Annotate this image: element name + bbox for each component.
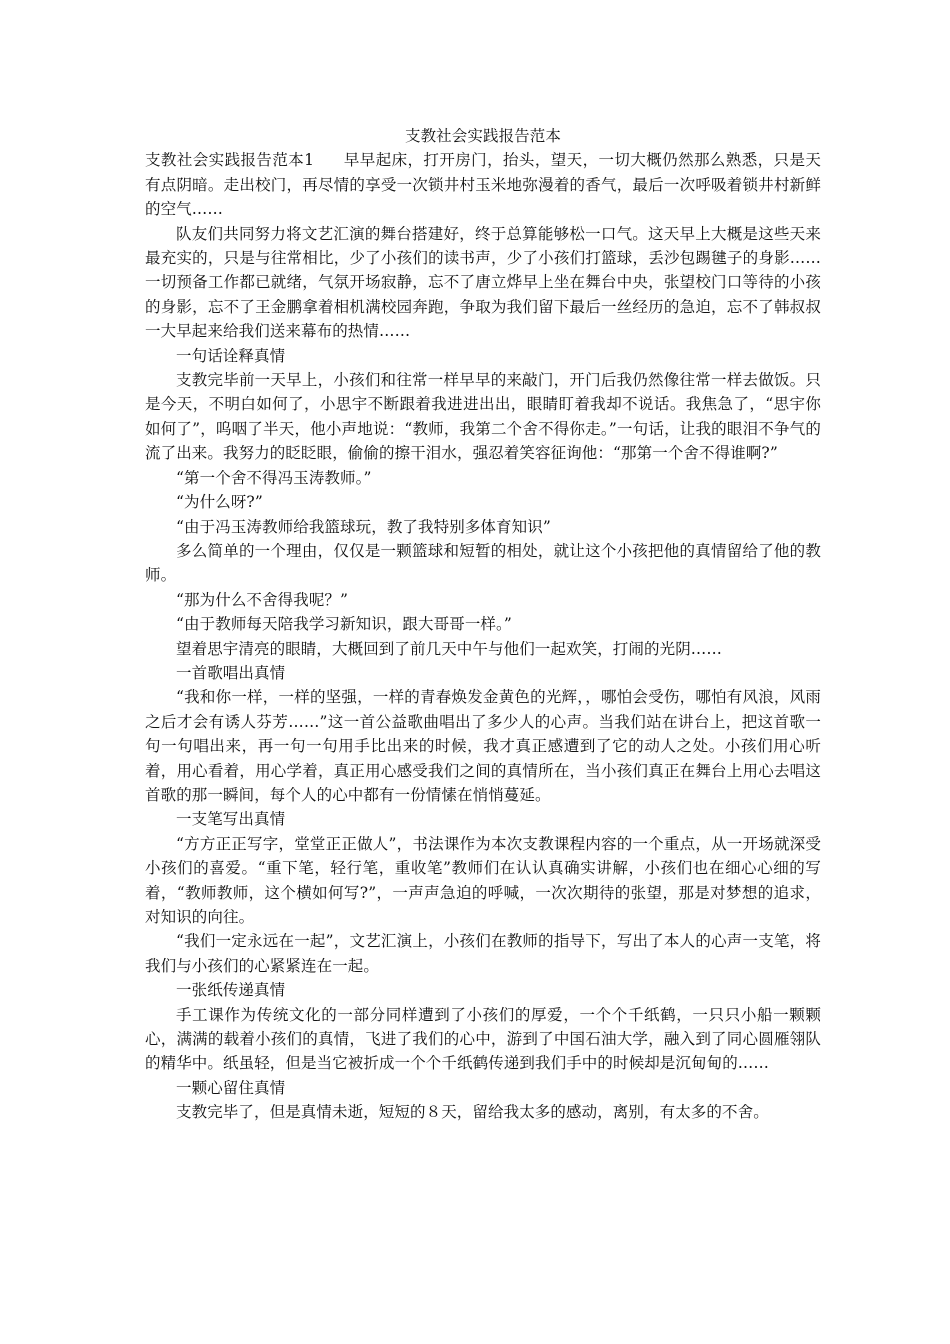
paragraph-6: “由于冯玉涛教师给我篮球玩，教了我特别多体育知识” xyxy=(176,517,551,536)
document-title: 支教社会实践报告范本 xyxy=(404,127,561,145)
paragraph-15: 支教完毕了，但是真情未逝，短短的８天，留给我太多的感动，离别，有太多的不舍。 xyxy=(176,1103,769,1122)
paragraph-5: “为什么呀?” xyxy=(176,493,263,512)
paragraph-2: 队友们共同努力将文艺汇演的舞台搭建好，终于总算能够松一口气。这天早上大概是这些天来最充实的，只是与往常相比，少了小孩们的读书声，少了小孩们打篮球，丢沙包踢毽子的身影……一切预备工作都已就绪，气氛开场寂静，忘不了唐立烨早上坐在舞台中央，张望校门口等待的小孩的身影，忘不了王金鹏拿着相机满校园奔跑，争取为我们留下最后一丝经历的急迫，忘不了韩叔叔一大早起来给我们送来幕布的热情…… xyxy=(145,224,821,341)
paragraph-12: “方方正正写字，堂堂正正做人”，书法课作为本次支教课程内容的一个重点，从一开场就深受小孩们的喜爱。“重下笔，轻行笔，重收笔”教师们在认认真确实讲解，小孩们也在细心心细的写着，“教师教师，这个横如何写?”，一声声急迫的呼喊，一次次期待的张望，那是对梦想的追求，对知识的向往。 xyxy=(145,834,821,926)
paragraph-13: “我们一定永远在一起”，文艺汇演上，小孩们在教师的指导下，写出了本人的心声一支笔，将我们与小孩们的心紧紧连在一起。 xyxy=(145,932,821,975)
paragraph-14: 手工课作为传统文化的一部分同样遭到了小孩们的厚爱，一个个千纸鹤，一只只小船一颗颗心，满满的载着小孩们的真情，飞进了我们的心中，游到了中国石油大学，融入到了同心圆雁翎队的精华中。纸虽轻，但是当它被折成一个个千纸鹤传递到我们手中的时候却是沉甸甸的…… xyxy=(145,1005,821,1073)
paragraph-9: “由于教师每天陪我学习新知识，跟大哥哥一样。” xyxy=(176,615,512,634)
section-heading-3: 一支笔写出真情 xyxy=(176,810,286,829)
paragraph-11: “我和你一样，一样的坚强，一样的青春焕发金黄色的光辉，，哪怕会受伤，哪怕有风浪，风雨之后才会有诱人芬芳……”这一首公益歌曲唱出了多少人的心声。当我们站在讲台上，把这首歌一句一句唱出来，再一句一句用手比出来的时候，我才真正感遭到了它的动人之处。小孩们用心听着，用心看着，用心学着，真正用心感受我们之间的真情所在，当小孩们真正在舞台上用心去唱这首歌的那一瞬间，每个人的心中都有一份情愫在悄悄蔓延。 xyxy=(145,688,821,804)
intro-lead: 支教社会实践报告范本1 xyxy=(145,151,315,170)
section-heading-4: 一张纸传递真情 xyxy=(176,981,286,1000)
paragraph-10: 望着思宇清亮的眼睛，大概回到了前几天中午与他们一起欢笑，打闹的光阴…… xyxy=(176,639,723,658)
intro-text: 早早起床，打开房门，抬头，望天，一切大概仍然那么熟悉，只是天有点阴暗。走出校门，再尽情的享受一次锁井村玉米地弥漫着的香气，最后一次呼吸着锁井村新鲜的空气…… xyxy=(145,151,821,219)
paragraph-8: “那为什么不舍得我呢？” xyxy=(176,590,349,609)
section-heading-1: 一句话诠释真情 xyxy=(176,346,286,365)
intro-paragraph xyxy=(145,148,821,221)
section-heading-2: 一首歌唱出真情 xyxy=(176,663,286,682)
paragraph-4: “第一个舍不得冯玉涛教师。” xyxy=(176,468,372,487)
paragraph-3: 支教完毕前一天早上，小孩们和往常一样早早的来敲门，开门后我仍然像往常一样去做饭。只是今天，不明白如何了，小思宇不断跟着我进进出出，眼睛盯着我却不说话。我焦急了，“思宇你如何了”，呜咽了半天，他小声地说：“教师，我第二个舍不得你走。”一句话，让我的眼泪不争气的流了出来。我努力的眨眨眼，偷偷的擦干泪水，强忍着笑容征询他：“那第一个舍不得谁啊?” xyxy=(145,371,821,463)
document-body xyxy=(145,124,821,1125)
paragraph-7: 多么简单的一个理由，仅仅是一颗篮球和短暂的相处，就让这个小孩把他的真情留给了他的教师。 xyxy=(145,541,821,585)
section-heading-5: 一颗心留住真情 xyxy=(176,1078,286,1097)
